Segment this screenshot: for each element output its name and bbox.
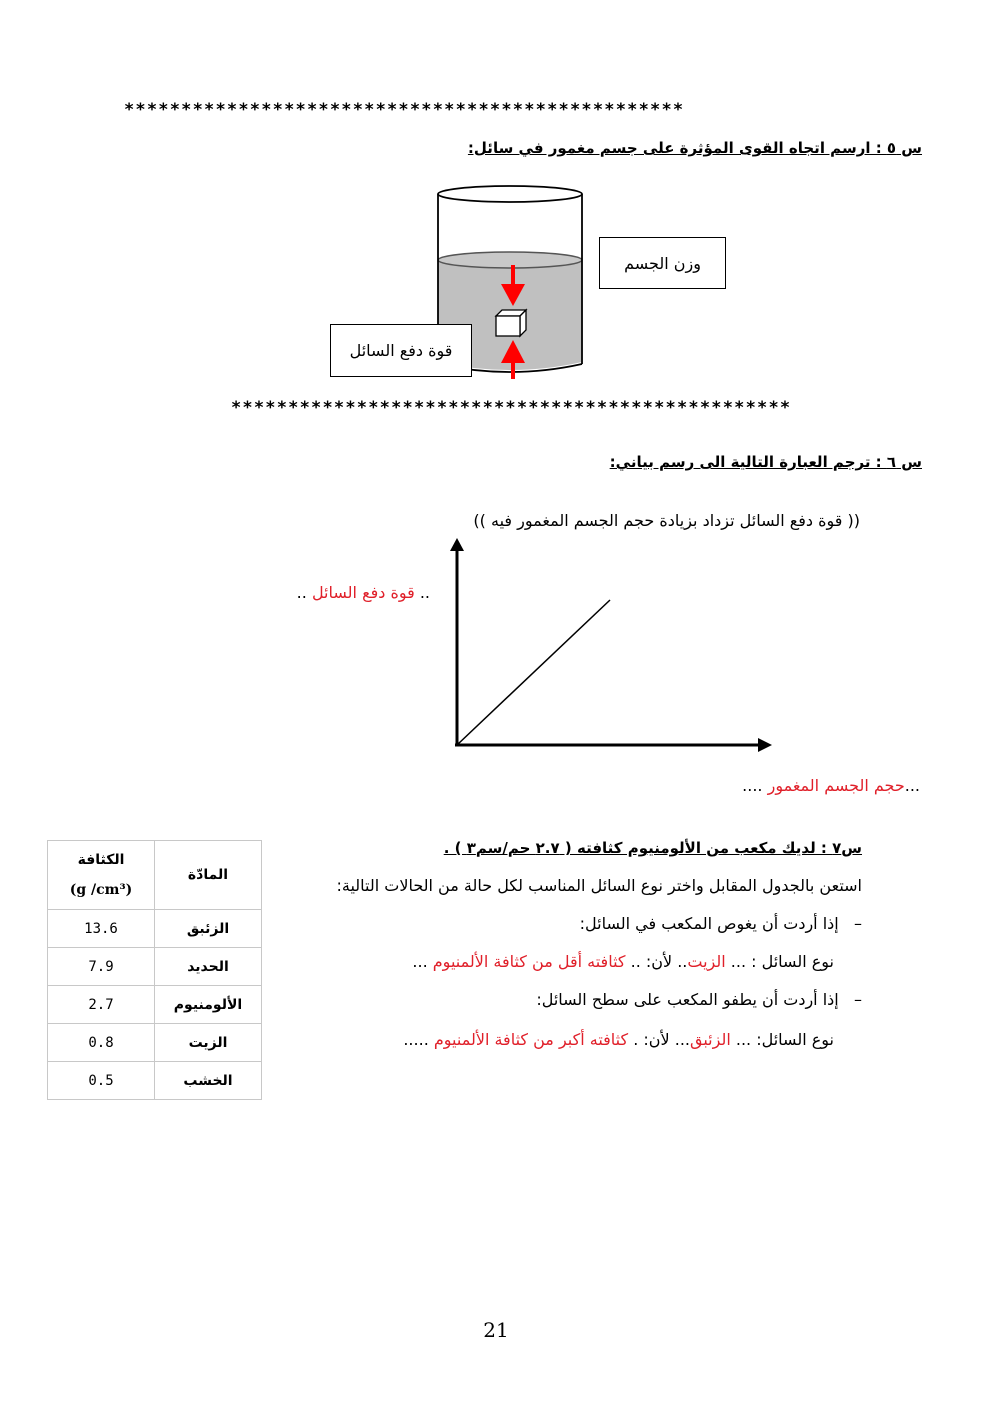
q6-xlabel-text: حجم الجسم المغمور [767, 776, 905, 795]
table-row [48, 948, 262, 986]
dash-icon: – [838, 990, 862, 1009]
q6-xlabel-pre: ... [904, 776, 920, 795]
material-name: الألومنيوم [155, 986, 262, 1024]
page-number: 21 [483, 1318, 509, 1342]
table-row [48, 1062, 262, 1100]
answer2-prefix: نوع السائل: ... [730, 1030, 834, 1049]
answer2-reason: كثافته أكبر من كثافة الألمنيوم [433, 1030, 629, 1049]
table-row [48, 1024, 262, 1062]
q6-ylabel-text: قوة دفع السائل [311, 583, 415, 602]
q6-xlabel [742, 776, 920, 795]
answer1-liquid: الزيت [687, 952, 726, 971]
q6-chart [440, 535, 780, 760]
x-axis-arrow-icon [758, 738, 772, 752]
density-value: 7.9 [48, 948, 155, 986]
density-value: 0.8 [48, 1024, 155, 1062]
density-value: 2.7 [48, 986, 155, 1024]
answer2-liquid: الزئبق [690, 1030, 731, 1049]
header-density-unit: (g /cm³) [69, 882, 133, 898]
q6-ylabel [297, 583, 430, 602]
dash-icon: – [838, 914, 862, 933]
material-name: الزئبق [155, 910, 262, 948]
answer2-suffix: ..... [403, 1030, 434, 1049]
buoyancy-label: قوة دفع السائل [349, 341, 453, 360]
q7-case1 [580, 914, 862, 933]
q6-ylabel-pre: .. [414, 583, 430, 602]
q7-title: س٧ : لديك مكعب من الألومنيوم كثافته ( ٢.٧ حم/سم٣ ) . [443, 839, 862, 857]
q7-intro: استعن بالجدول المقابل واختر نوع السائل المناسب لكل حالة من الحالات التالية: [336, 876, 862, 895]
density-table [47, 840, 262, 1100]
separator-stars-middle: ************************************************* [231, 398, 792, 418]
table-header-row [48, 841, 262, 910]
answer1-because: .. لأن: .. [625, 952, 688, 971]
weight-label: وزن الجسم [624, 253, 701, 273]
y-axis-arrow-icon [450, 538, 464, 551]
weight-label-box [599, 237, 726, 289]
table-row [48, 986, 262, 1024]
series-line [457, 600, 610, 745]
q7-answer1 [412, 952, 834, 971]
answer1-suffix: ... [412, 952, 433, 971]
q6-ylabel-post: .. [296, 583, 312, 602]
header-density [48, 841, 155, 910]
buoyancy-label-box [330, 324, 472, 377]
separator-stars-top: ************************************************* [124, 100, 685, 120]
header-density-label: الكثافة [77, 852, 125, 868]
q6-title: س ٦ : ترجم العبارة التالية الى رسم بياني: [609, 453, 922, 471]
cube-icon [496, 310, 526, 336]
material-name: الخشب [155, 1062, 262, 1100]
q7-case2-text: إذا أردت أن يطفو المكعب على سطح السائل: [536, 990, 839, 1009]
q6-statement: (( قوة دفع السائل تزداد بزيادة حجم الجسم المغمور فيه )) [473, 511, 860, 530]
header-material: المادّة [155, 841, 262, 910]
answer2-because: ... لأن: . [628, 1030, 690, 1049]
answer1-reason: كثافته أقل من كثافة الألمنيوم [432, 952, 626, 971]
material-name: الحديد [155, 948, 262, 986]
q7-case2 [536, 990, 862, 1009]
q7-answer2 [403, 1030, 834, 1049]
q7-case1-text: إذا أردت أن يغوص المكعب في السائل: [579, 914, 839, 933]
density-value: 13.6 [48, 910, 155, 948]
q6-xlabel-post: .... [742, 776, 768, 795]
material-name: الزيت [155, 1024, 262, 1062]
table-row [48, 910, 262, 948]
answer1-prefix: نوع السائل : ... [725, 952, 834, 971]
q5-title: س ٥ : ارسم اتجاه القوى المؤثرة على جسم مغمور في سائل: [467, 139, 922, 157]
density-value: 0.5 [48, 1062, 155, 1100]
